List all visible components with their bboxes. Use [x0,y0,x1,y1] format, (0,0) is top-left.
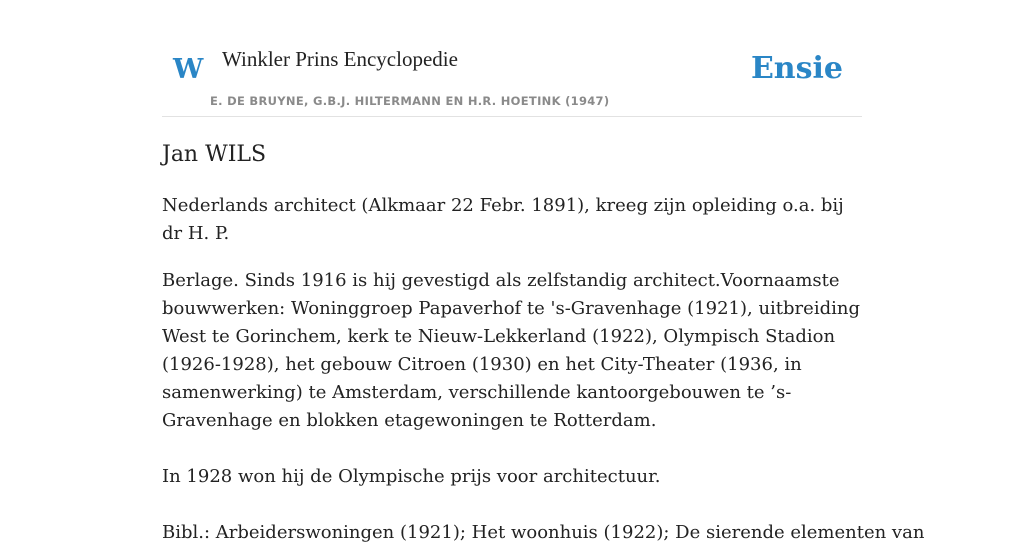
article [162,138,925,547]
article-title: Jan WILS [162,142,267,167]
book-title-link[interactable]: Winkler Prins Encyclopedie [222,47,458,71]
article-paragraph-bibliography: Bibl.: Arbeiderswoningen (1921); Het woonhuis (1922); De sierende elementen van [162,522,925,543]
ensie-brand-logo[interactable]: Ensie [750,51,843,86]
page-header [162,0,862,117]
winkler-prins-logo[interactable]: W [173,54,204,85]
article-paragraph-works: Berlage. Sinds 1916 is hij gevestigd als zelfstandig architect.Voornaamste bouwwerken: Woninggroep Papaverhof te 's-Gravenhage (1921), uitbreiding West te Gorinchem, kerk te Nieuw-Lekkerland (1922), Olympisch Stadion (1926-1928), het gebouw Citroen (1930) en het City-Theater (1936, in samenwerking) te Amsterdam, verschillende kantoorgebouwen te ’s-Gravenhage en blokken etagewoningen te Rotterdam. [162,270,860,431]
article-paragraph-intro: Nederlands architect (Alkmaar 22 Febr. 1891), kreeg zijn opleiding o.a. bij dr H. P. [162,195,844,244]
book-authors: E. DE BRUYNE, G.B.J. HILTERMANN EN H.R. HOETINK (1947) [210,94,610,108]
article-paragraph-prize: In 1928 won hij de Olympische prijs voor architectuur. [162,466,661,487]
